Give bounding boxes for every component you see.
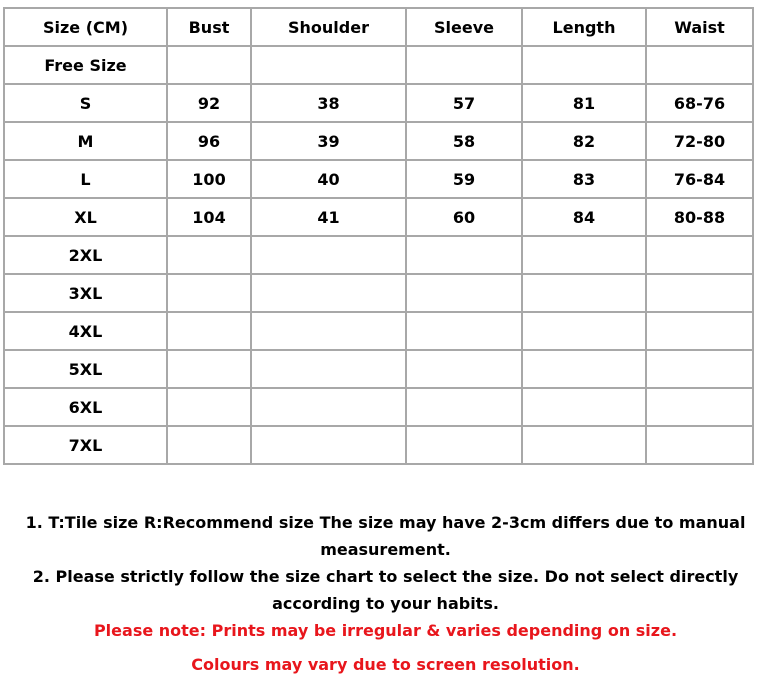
bust-cell: 104 [167, 198, 251, 236]
length-cell [522, 426, 646, 464]
waist-cell: 72-80 [646, 122, 753, 160]
size-cell: 4XL [4, 312, 167, 350]
table-row [4, 236, 753, 274]
table-row [4, 426, 753, 464]
shoulder-cell: 40 [251, 160, 406, 198]
shoulder-cell: 38 [251, 84, 406, 122]
waist-cell [646, 388, 753, 426]
size-cell: S [4, 84, 167, 122]
bust-cell [167, 236, 251, 274]
sleeve-cell [406, 350, 522, 388]
waist-cell: 80-88 [646, 198, 753, 236]
length-cell [522, 388, 646, 426]
length-cell [522, 312, 646, 350]
sleeve-cell: 59 [406, 160, 522, 198]
waist-cell [646, 426, 753, 464]
waist-cell [646, 46, 753, 84]
bust-cell [167, 426, 251, 464]
size-cell: XL [4, 198, 167, 236]
bust-cell: 100 [167, 160, 251, 198]
length-cell [522, 46, 646, 84]
size-cell: 5XL [4, 350, 167, 388]
size-cell: 7XL [4, 426, 167, 464]
sleeve-cell [406, 46, 522, 84]
header-size: Size (CM) [4, 8, 167, 46]
shoulder-cell [251, 350, 406, 388]
bust-cell: 92 [167, 84, 251, 122]
bust-cell: 96 [167, 122, 251, 160]
sleeve-cell [406, 274, 522, 312]
sleeve-cell [406, 388, 522, 426]
size-notes [0, 509, 771, 678]
length-cell: 84 [522, 198, 646, 236]
note-manual-measurement: 1. T:Tile size R:Recommend size The size may have 2-3cm differs due to manual measurement. [25, 513, 746, 559]
length-cell: 83 [522, 160, 646, 198]
length-cell: 81 [522, 84, 646, 122]
waist-cell [646, 274, 753, 312]
shoulder-cell [251, 426, 406, 464]
table-row [4, 312, 753, 350]
shoulder-cell [251, 274, 406, 312]
waist-cell [646, 350, 753, 388]
size-cell: L [4, 160, 167, 198]
bust-cell [167, 388, 251, 426]
shoulder-cell: 39 [251, 122, 406, 160]
bust-cell [167, 274, 251, 312]
shoulder-cell [251, 236, 406, 274]
length-cell: 82 [522, 122, 646, 160]
sleeve-cell [406, 426, 522, 464]
table-row [4, 84, 753, 122]
size-chart-table [3, 7, 754, 465]
bust-cell [167, 312, 251, 350]
header-shoulder: Shoulder [251, 8, 406, 46]
table-row [4, 198, 753, 236]
size-cell: M [4, 122, 167, 160]
bust-cell [167, 350, 251, 388]
shoulder-cell [251, 388, 406, 426]
size-cell: 6XL [4, 388, 167, 426]
length-cell [522, 236, 646, 274]
table-row [4, 46, 753, 84]
table-row [4, 388, 753, 426]
table-row [4, 274, 753, 312]
table-header-row [4, 8, 753, 46]
note-follow-size-chart: 2. Please strictly follow the size chart to select the size. Do not select directly according to your habits. [32, 567, 739, 613]
length-cell [522, 274, 646, 312]
shoulder-cell [251, 312, 406, 350]
waist-cell: 76-84 [646, 160, 753, 198]
warning-colours-vary: Colours may vary due to screen resolution. [191, 655, 580, 674]
header-sleeve: Sleeve [406, 8, 522, 46]
size-cell: 3XL [4, 274, 167, 312]
sleeve-cell: 57 [406, 84, 522, 122]
table-row [4, 160, 753, 198]
header-length: Length [522, 8, 646, 46]
waist-cell: 68-76 [646, 84, 753, 122]
header-waist: Waist [646, 8, 753, 46]
sleeve-cell: 58 [406, 122, 522, 160]
sleeve-cell [406, 312, 522, 350]
warning-prints-irregular: Please note: Prints may be irregular & varies depending on size. [93, 621, 678, 640]
table-row [4, 122, 753, 160]
header-bust: Bust [167, 8, 251, 46]
sleeve-cell: 60 [406, 198, 522, 236]
sleeve-cell [406, 236, 522, 274]
waist-cell [646, 312, 753, 350]
size-cell: 2XL [4, 236, 167, 274]
shoulder-cell: 41 [251, 198, 406, 236]
length-cell [522, 350, 646, 388]
size-cell: Free Size [4, 46, 167, 84]
shoulder-cell [251, 46, 406, 84]
waist-cell [646, 236, 753, 274]
bust-cell [167, 46, 251, 84]
table-row [4, 350, 753, 388]
